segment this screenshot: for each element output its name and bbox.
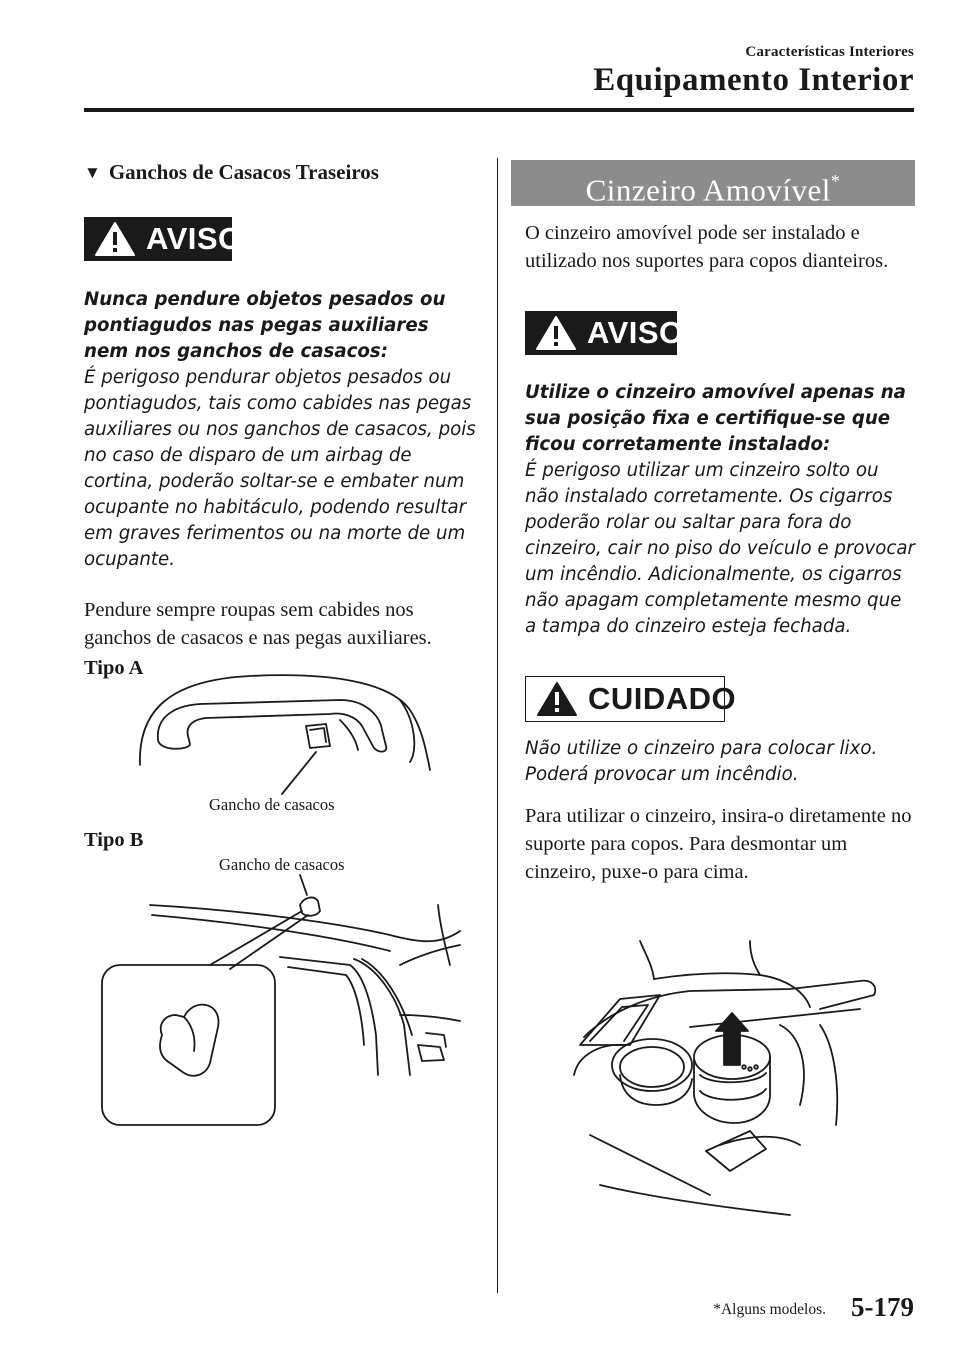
- warning-body-text: É perigoso pendurar objetos pesados ou pontiagudos, tais como cabides nas pegas auxiliares ou nos ganchos de casacos, pois no caso de disparo de um airbag de cortina, poderão soltar-se e embater num ocupante no habitáculo, podendo resultar em graves ferimentos ou na morte de um ocupante.: [84, 367, 476, 570]
- section-heading-text: Ganchos de Casacos Traseiros: [108, 160, 379, 184]
- warning-label: AVISO: [146, 221, 243, 256]
- header-section: Características Interiores: [745, 44, 914, 60]
- caption-a: Gancho de casacos: [209, 795, 335, 814]
- intro-text: O cinzeiro amovível pode ser instalado e utilizado nos suportes para copos dianteiros.: [525, 222, 889, 272]
- section-heading: [84, 160, 379, 185]
- warning-bold-text: Nunca pendure objetos pesados ou pontiagudos nas pegas auxiliares nem nos ganchos de casacos:: [84, 289, 446, 362]
- coat-hook-b-illustration: [100, 875, 470, 1130]
- page-number: 5-179: [851, 1292, 914, 1322]
- warning-body-text-2: É perigoso utilizar um cinzeiro solto ou não instalado corretamente. Os cigarros poderão rolar ou saltar para fora do cinzeiro, cair no piso do veículo e provocar um incêndio. Adicionalmente, os cigarros não apagam completamente mesmo que a tampa do cinzeiro esteja fechada.: [525, 460, 915, 637]
- coat-hook-b-icon: [160, 1005, 218, 1076]
- title-footnote-mark: *: [830, 171, 841, 191]
- ashtray-illustration: [560, 935, 880, 1225]
- warning-triangle-icon: [535, 315, 577, 351]
- roof-curve: [140, 675, 430, 770]
- heading-triangle-icon: ▼: [84, 163, 101, 182]
- header-title: Equipamento Interior: [593, 62, 914, 98]
- section-title-bar: [511, 160, 915, 206]
- handle-outline: [158, 700, 387, 752]
- grab-handle-illustration: [130, 670, 450, 800]
- header-rule: [84, 108, 914, 112]
- section-title: Cinzeiro Amovível: [585, 172, 831, 208]
- type-b-label: Tipo B: [84, 829, 144, 851]
- warning-badge-2: [525, 311, 684, 355]
- caution-text: Não utilize o cinzeiro para colocar lixo. Poderá provocar um incêndio.: [525, 738, 878, 785]
- caution-triangle-icon: [536, 681, 578, 717]
- window-frame: [280, 957, 378, 1075]
- coat-hook-a-icon: [306, 724, 330, 748]
- zoom-box: [102, 965, 275, 1125]
- caution-label: CUIDADO: [588, 681, 737, 716]
- warning-text-2: [525, 380, 917, 640]
- coat-hook-small-icon: [300, 898, 320, 916]
- warning-triangle-icon: [94, 221, 136, 257]
- right-body-text: Para utilizar o cinzeiro, insira-o diretamente no suporte para copos. Para desmontar um cinzeiro, puxe-o para cima.: [525, 805, 912, 883]
- warning-text: [84, 287, 478, 573]
- footnote: *Alguns modelos.: [713, 1301, 826, 1318]
- type-a-label: Tipo A: [84, 657, 144, 679]
- warning-bold-text-2: Utilize o cinzeiro amovível apenas na sua posição fixa e certifique-se que ficou corretamente instalado:: [525, 382, 906, 455]
- roof-lines: [150, 905, 460, 941]
- left-body-text: Pendure sempre roupas sem cabides nos ganchos de casacos e nas pegas auxiliares.: [84, 599, 432, 649]
- column-divider: [497, 158, 498, 1293]
- warning-label-2: AVISO: [587, 315, 684, 350]
- caution-badge: [525, 676, 737, 722]
- caption-b: Gancho de casacos: [219, 855, 345, 874]
- warning-badge: [84, 217, 243, 261]
